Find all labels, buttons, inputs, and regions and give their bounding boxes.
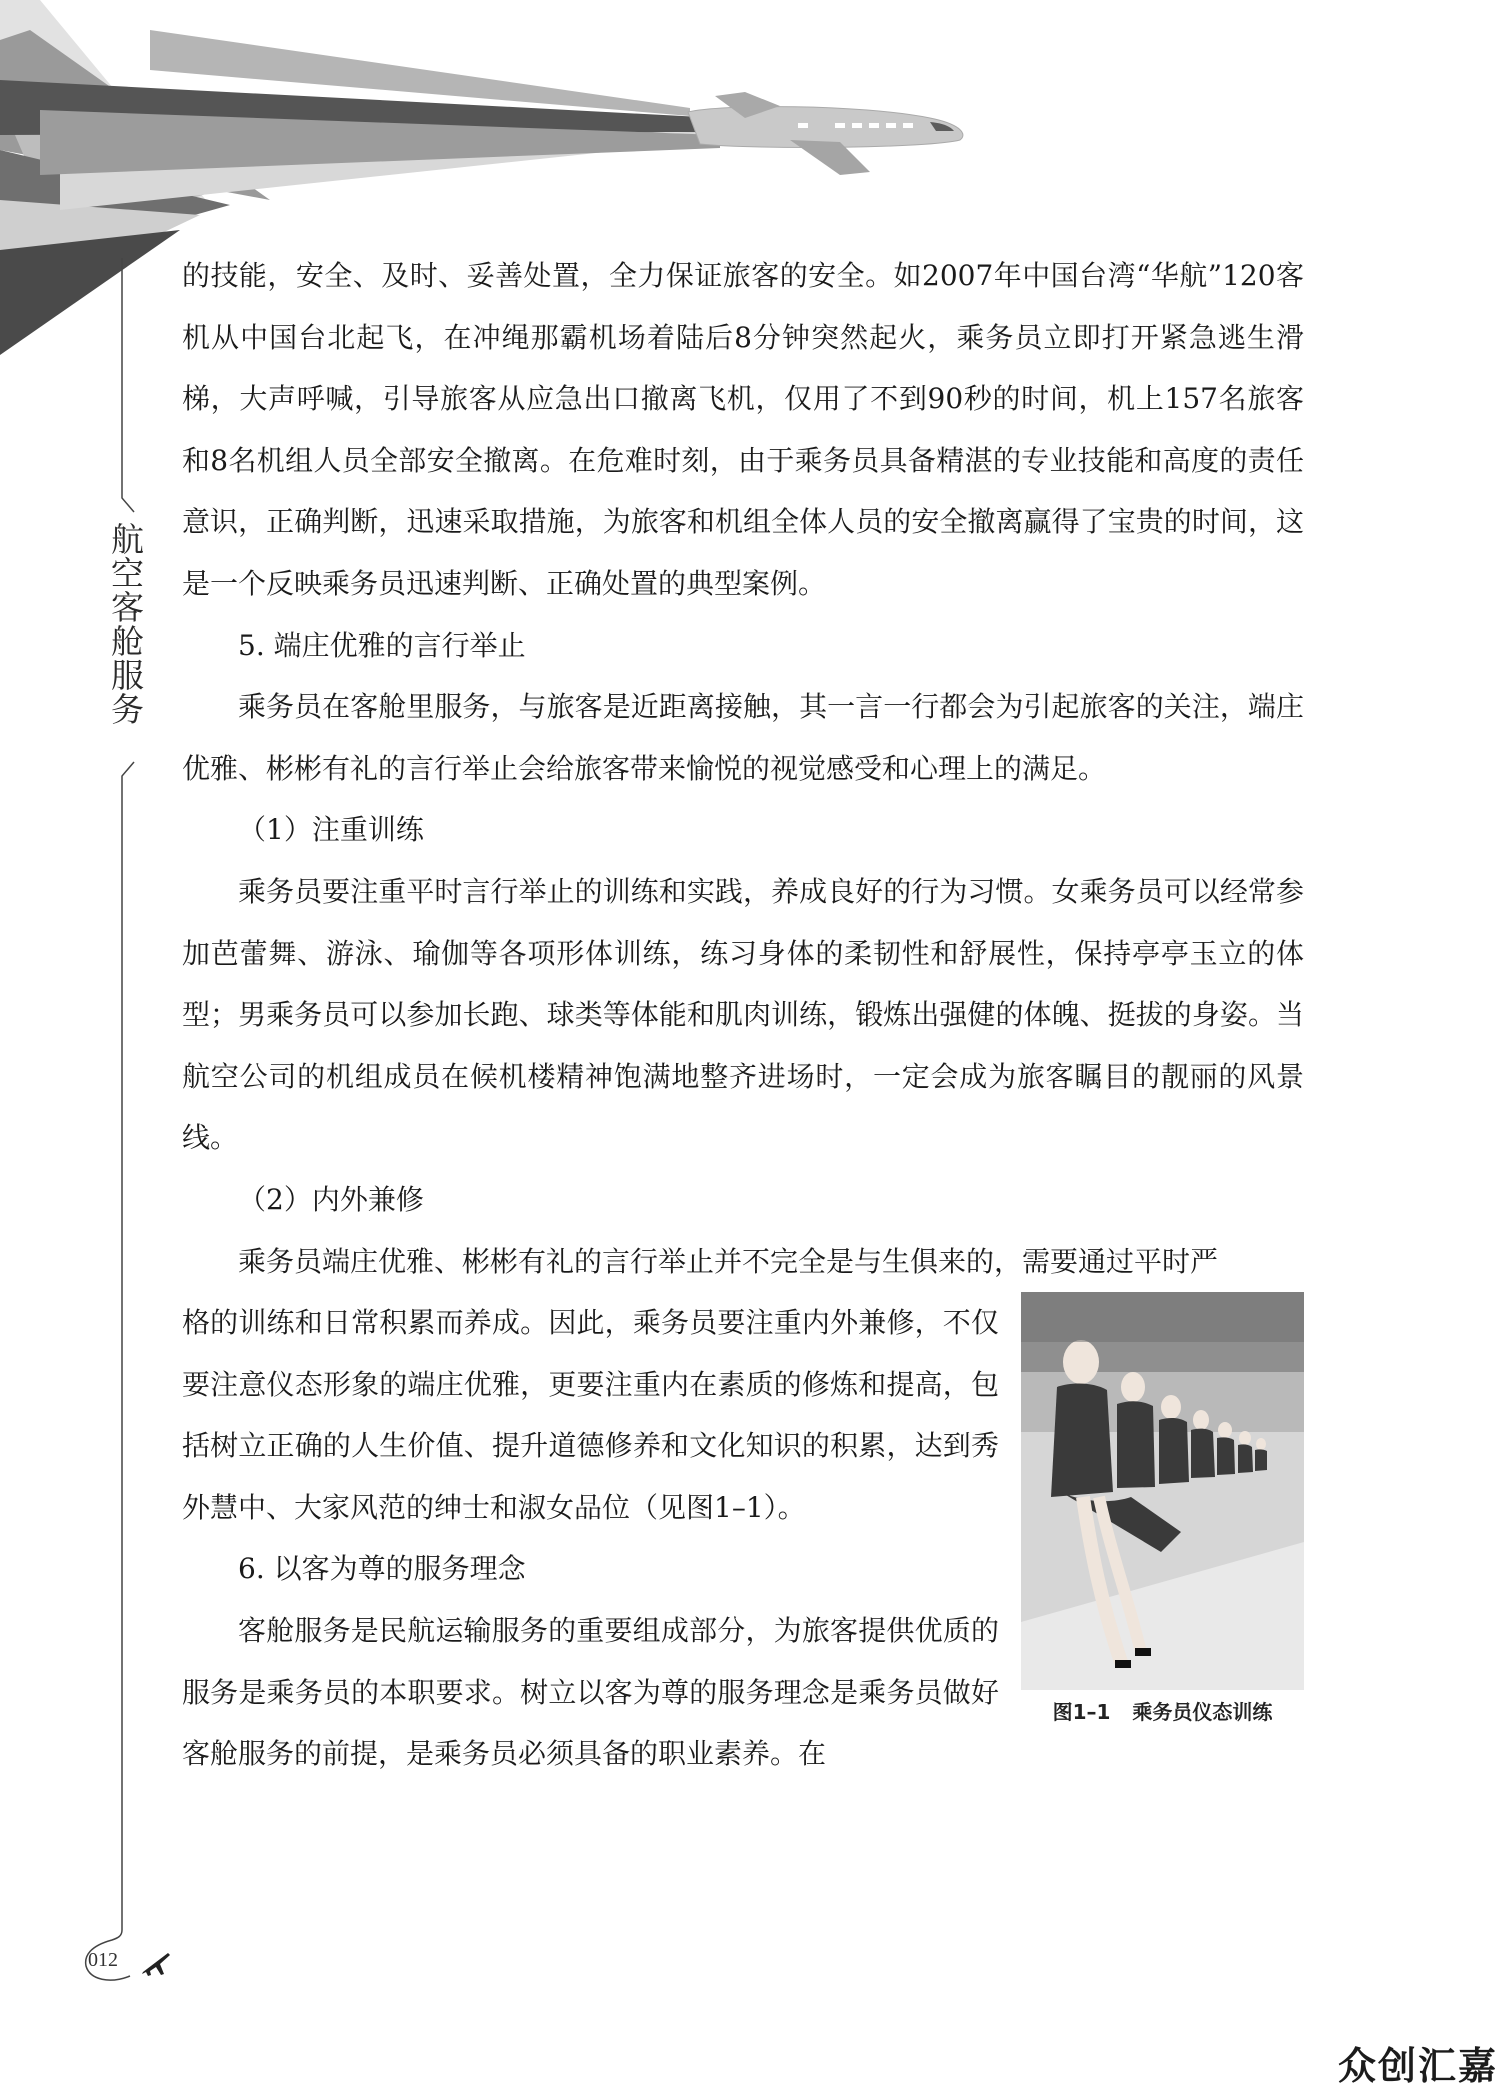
paragraph-2: 乘务员在客舱里服务，与旅客是近距离接触，其一言一行都会为引起旅客的关注，端庄优雅、彬彬有礼的言行举止会给旅客带来愉悦的视觉感受和心理上的满足。 <box>182 690 1304 785</box>
figure-caption <box>1021 1690 1304 1726</box>
paragraph-3: 乘务员要注重平时言行举止的训练和实践，养成良好的行为习惯。女乘务员可以经常参加芭蕾舞、游泳、瑜伽等各项形体训练，练习身体的柔韧性和舒展性，保持亭亭玉立的体型；男乘务员可以参加长跑、球类等体能和肌肉训练，锻炼出强健的体魄、挺拔的身姿。当航空公司的机组成员在候机楼精神饱满地整齐进场时，一定会成为旅客瞩目的靓丽的风景线。 <box>182 874 1304 1155</box>
figure-label: 图1–1 <box>1052 1700 1111 1725</box>
heading-5-1: （1）注重训练 <box>238 813 424 847</box>
body-text <box>182 245 1304 1785</box>
sidebar-line <box>0 0 200 2094</box>
heading-5: 5. 端庄优雅的言行举止 <box>238 628 526 662</box>
paragraph-1: 的技能，安全、及时、妥善处置，全力保证旅客的安全。如2007年中国台湾“华航”120客机从中国台北起飞，在冲绳那霸机场着陆后8分钟突然起火，乘务员立即打开紧急逃生滑梯，大声呼喊，引导旅客从应急出口撤离飞机，仅用了不到90秒的时间，机上157名旅客和8名机组人员全部安全撤离。在危难时刻，由于乘务员具备精湛的专业技能和高度的责任意识，正确判断，迅速采取措施，为旅客和机组全体人员的安全撤离赢得了宝贵的时间，这是一个反映乘务员迅速判断、正确处置的典型案例。 <box>182 259 1304 600</box>
figure <box>1021 1292 1304 1726</box>
heading-6: 6. 以客为尊的服务理念 <box>238 1552 526 1586</box>
figure-caption-text: 乘务员仪态训练 <box>1132 1700 1273 1725</box>
paragraph-5: 客舱服务是民航运输服务的重要组成部分，为旅客提供优质的服务是乘务员的本职要求。树立以客为尊的服务理念是乘务员做好客舱服务的前提，是乘务员必须具备的职业素养。在 <box>182 1614 999 1771</box>
paragraph-4-rest: 格的训练和日常积累而养成。因此，乘务员要注重内外兼修，不仅要注意仪态形象的端庄优雅，更要注重内在素质的修炼和提高，包括树立正确的人生价值、提升道德修养和文化知识的积累，达到秀外慧中、大家风范的绅士和淑女品位（见图1–1）。 <box>182 1306 999 1524</box>
figure-photo <box>1021 1292 1304 1690</box>
watermark: 众创汇嘉 <box>1337 2044 1498 2088</box>
page-number: 012 <box>88 1949 118 1971</box>
airplane-icon <box>140 1948 172 1978</box>
heading-5-2: （2）内外兼修 <box>238 1182 424 1216</box>
paragraph-4-first-line: 乘务员端庄优雅、彬彬有礼的言行举止并不完全是与生俱来的，需要通过平时严 <box>238 1244 1219 1278</box>
sidebar-book-title: 航空客舱服务 <box>106 522 145 726</box>
